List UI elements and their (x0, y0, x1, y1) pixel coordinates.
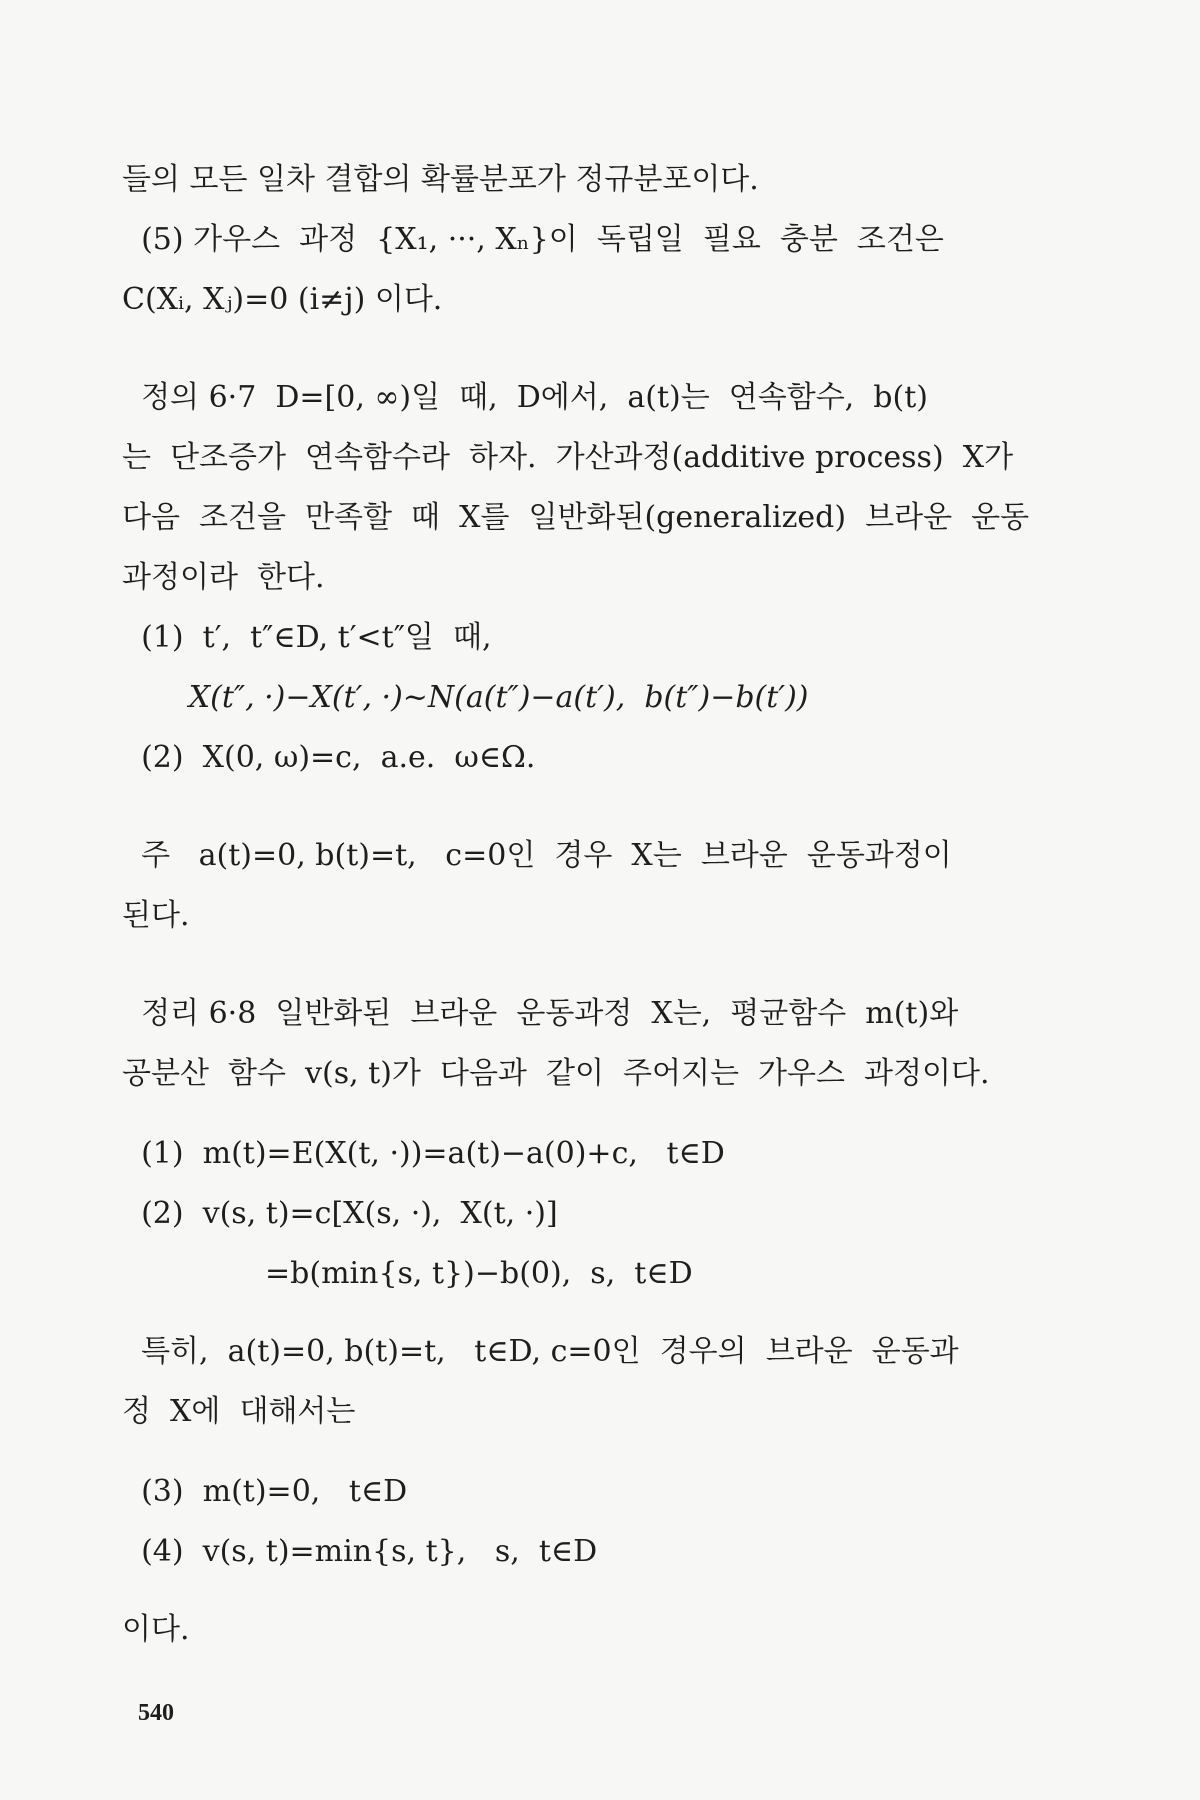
condition-line: (1) t′, t″∈D, t′<t″일 때, (122, 620, 492, 655)
text-line: 이다. (122, 1612, 190, 1647)
formula-line: =b(min{s, t})−b(0), s, t∈D (122, 1256, 693, 1291)
text-line: 된다. (122, 898, 190, 933)
note-line: 주 a(t)=0, b(t)=t, c=0인 경우 X는 브라운 운동과정이 (122, 838, 952, 873)
definition-line: 정의 6·7 D=[0, ∞)일 때, D에서, a(t)는 연속함수, b(t) (122, 380, 928, 415)
condition-line: (2) X(0, ω)=c, a.e. ω∈Ω. (122, 740, 536, 775)
text-line: 들의 모든 일차 결합의 확률분포가 정규분포이다. (122, 162, 759, 197)
text-line: 정 X에 대해서는 (122, 1394, 356, 1429)
text-line: 공분산 함수 v(s, t)가 다음과 같이 주어지는 가우스 과정이다. (122, 1056, 990, 1091)
formula-line: (2) v(s, t)=c[X(s, ·), X(t, ·)] (122, 1196, 558, 1231)
formula-line: (4) v(s, t)=min{s, t}, s, t∈D (122, 1534, 598, 1569)
theorem-line: 정리 6·8 일반화된 브라운 운동과정 X는, 평균함수 m(t)와 (122, 996, 959, 1031)
text-line: C(Xᵢ, Xⱼ)=0 (i≠j) 이다. (122, 282, 443, 317)
text-line: 과정이라 한다. (122, 560, 325, 595)
formula-line: (3) m(t)=0, t∈D (122, 1474, 408, 1509)
page-number: 540 (138, 1700, 174, 1726)
text-line: (5) 가우스 과정 {X₁, ···, Xₙ}이 독립일 필요 충분 조건은 (122, 222, 944, 257)
formula-line: (1) m(t)=E(X(t, ·))=a(t)−a(0)+c, t∈D (122, 1136, 725, 1171)
text-line: 는 단조증가 연속함수라 하자. 가산과정(additive process) X가 (122, 440, 1014, 475)
equation-line: X(t″, ·)−X(t′, ·)~N(a(t″)−a(t′), b(t″)−b(t′)) (122, 680, 809, 715)
text-line: 다음 조건을 만족할 때 X를 일반화된(generalized) 브라운 운동 (122, 500, 1030, 535)
text-line: 특히, a(t)=0, b(t)=t, t∈D, c=0인 경우의 브라운 운동과 (122, 1334, 959, 1369)
